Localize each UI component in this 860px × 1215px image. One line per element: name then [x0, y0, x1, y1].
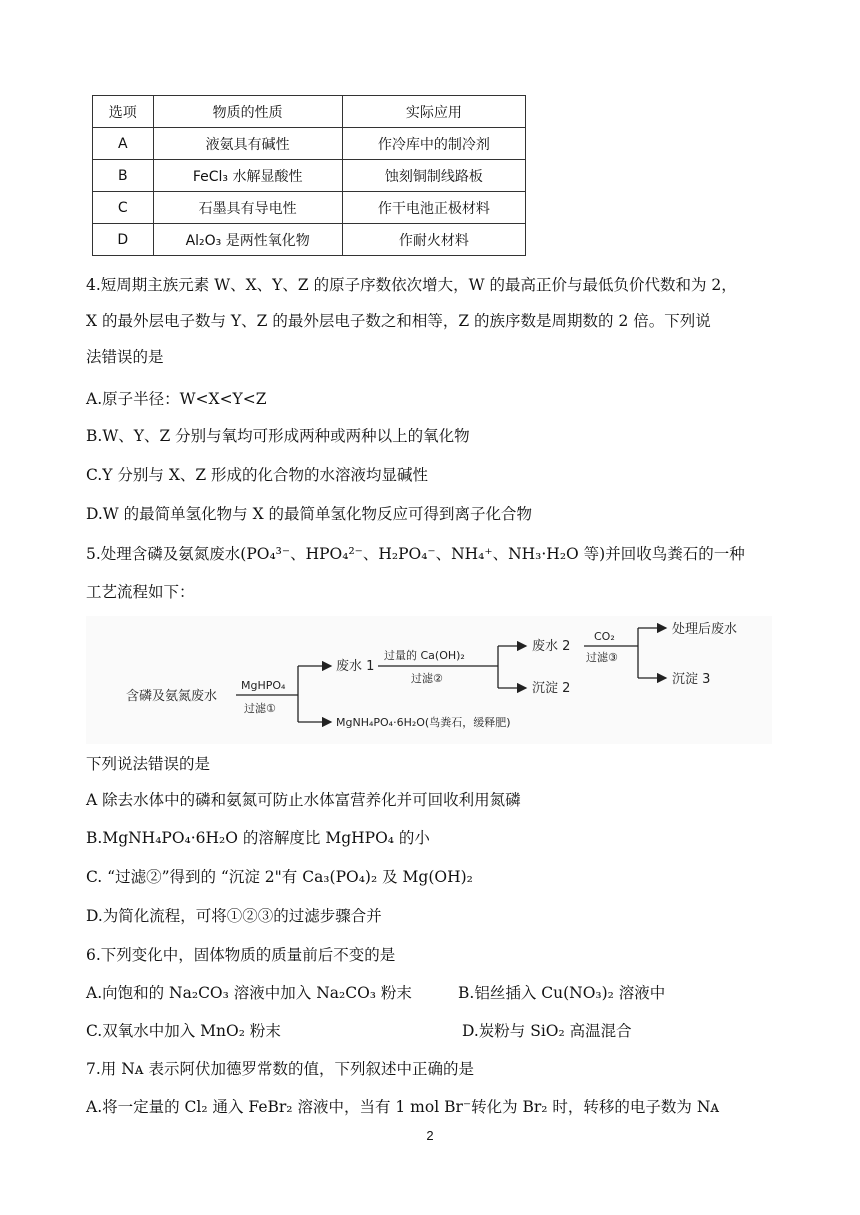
page-number: 2 — [426, 1128, 434, 1143]
q5-prompt: 下列说法错误的是 — [86, 755, 211, 773]
table-row — [93, 128, 526, 160]
table-cell: A — [93, 128, 154, 160]
q6-option-a: A.向饱和的 Na₂CO₃ 溶液中加入 Na₂CO₃ 粉末 — [86, 984, 412, 1002]
q4-stem-line1: 4.短周期主族元素 W、X、Y、Z 的原子序数依次增大，W 的最高正价与最低负价代数和为 2， — [86, 276, 737, 294]
flow-precip3: 沉淀 3 — [672, 672, 711, 687]
table-cell: 蚀刻铜制线路板 — [342, 160, 525, 192]
table-header: 选项 — [93, 96, 154, 128]
flow-start-label: 含磷及氨氮废水 — [126, 689, 218, 704]
table-row — [93, 224, 526, 256]
q7-option-a: A.将一定量的 Cl₂ 通入 FeBr₂ 溶液中，当有 1 mol Br⁻转化为 Br₂ 时，转移的电子数为 Nᴀ — [86, 1098, 720, 1116]
flow-step3: 过滤③ — [586, 651, 618, 664]
table-cell: 石墨具有导电性 — [153, 192, 342, 224]
q6-option-c: C.双氧水中加入 MnO₂ 粉末 — [86, 1022, 281, 1040]
q4-option-a: A.原子半径：W<X<Y<Z — [86, 390, 267, 408]
q6-option-b: B.铝丝插入 Cu(NO₃)₂ 溶液中 — [458, 984, 666, 1002]
q5-stem-line1: 5.处理含磷及氨氮废水(PO₄³⁻、HPO₄²⁻、H₂PO₄⁻、NH₄⁺、NH₃·H₂O 等)并回收鸟粪石的一种 — [86, 545, 745, 563]
q4-option-c: C.Y 分别与 X、Z 形成的化合物的水溶液均显碱性 — [86, 466, 429, 484]
q5-option-b: B.MgNH₄PO₄·6H₂O 的溶解度比 MgHPO₄ 的小 — [86, 829, 430, 847]
options-table — [92, 95, 526, 256]
flow-step1: 过滤① — [244, 702, 276, 715]
q5-option-a: A 除去水体中的磷和氨氮可防止水体富营养化并可回收利用氮磷 — [86, 791, 521, 809]
table-row — [93, 160, 526, 192]
flow-product: MgNH₄PO₄·6H₂O(鸟粪石，缓释肥) — [336, 716, 511, 729]
q7-stem: 7.用 Nᴀ 表示阿伏加德罗常数的值，下列叙述中正确的是 — [86, 1060, 474, 1078]
table-cell: Al₂O₃ 是两性氧化物 — [153, 224, 342, 256]
table-row — [93, 192, 526, 224]
table-cell: 作冷库中的制冷剂 — [342, 128, 525, 160]
q5-option-c: C. “过滤②”得到的 “沉淀 2"有 Ca₃(PO₄)₂ 及 Mg(OH)₂ — [86, 868, 473, 886]
flow-waste1: 废水 1 — [336, 659, 375, 674]
table-header: 实际应用 — [342, 96, 525, 128]
process-flow-diagram — [86, 616, 772, 744]
flow-reagent3: CO₂ — [594, 630, 615, 643]
flow-waste2: 废水 2 — [532, 639, 571, 654]
flow-step2: 过滤② — [411, 672, 443, 685]
q4-stem-line3: 法错误的是 — [86, 348, 164, 366]
q4-option-d: D.W 的最简单氢化物与 X 的最简单氢化物反应可得到离子化合物 — [86, 505, 533, 523]
table-cell: B — [93, 160, 154, 192]
table-cell: D — [93, 224, 154, 256]
q5-stem-line2: 工艺流程如下： — [86, 583, 195, 601]
table-cell: 液氨具有碱性 — [153, 128, 342, 160]
flow-reagent2: 过量的 Ca(OH)₂ — [384, 649, 465, 662]
flow-reagent1: MgHPO₄ — [241, 679, 286, 692]
flow-treated: 处理后废水 — [672, 622, 738, 637]
flow-precip2: 沉淀 2 — [532, 681, 571, 696]
q6-option-d: D.炭粉与 SiO₂ 高温混合 — [462, 1022, 632, 1040]
table-cell: C — [93, 192, 154, 224]
table-cell: 作干电池正极材料 — [342, 192, 525, 224]
table-cell: FeCl₃ 水解显酸性 — [153, 160, 342, 192]
q4-option-b: B.W、Y、Z 分别与氧均可形成两种或两种以上的氧化物 — [86, 427, 470, 445]
table-header-row — [93, 96, 526, 128]
table-header: 物质的性质 — [153, 96, 342, 128]
table-cell: 作耐火材料 — [342, 224, 525, 256]
q6-stem: 6.下列变化中，固体物质的质量前后不变的是 — [86, 946, 396, 964]
q5-option-d: D.为简化流程，可将①②③的过滤步骤合并 — [86, 907, 382, 925]
q4-stem-line2: X 的最外层电子数与 Y、Z 的最外层电子数之和相等，Z 的族序数是周期数的 2 倍。下列说 — [86, 312, 711, 330]
